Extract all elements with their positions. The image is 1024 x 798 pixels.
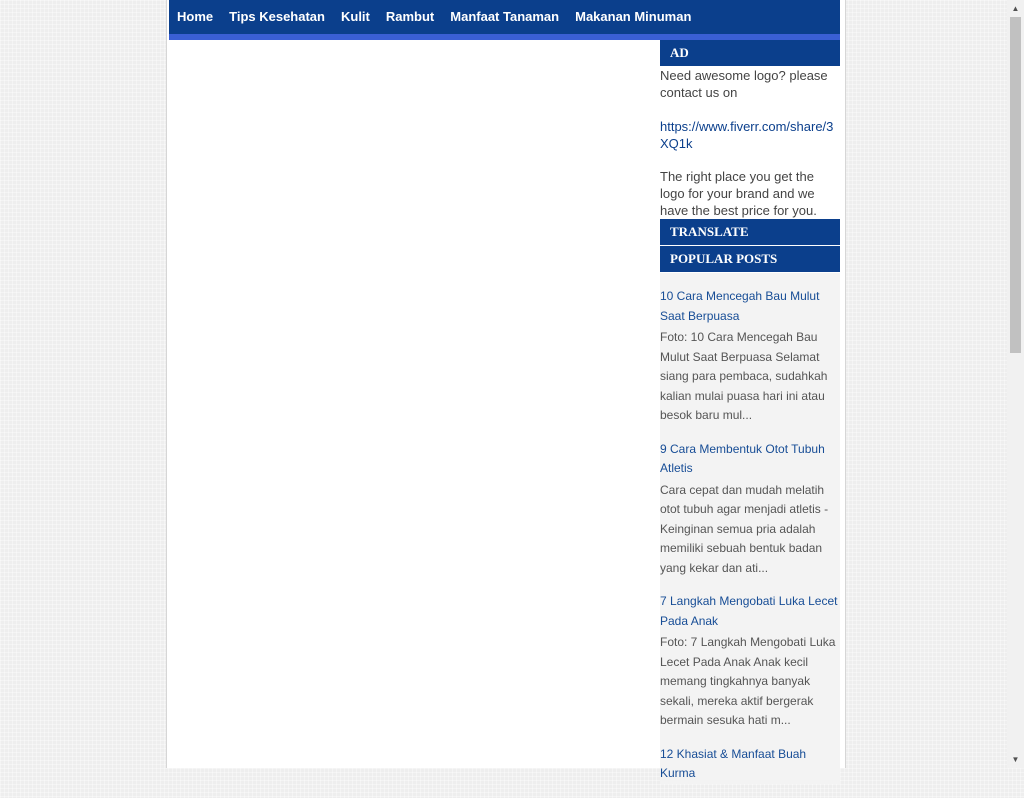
- nav-rambut[interactable]: Rambut: [385, 9, 435, 24]
- translate-widget-title: TRANSLATE: [660, 219, 840, 245]
- ad-widget-title: AD: [660, 40, 840, 66]
- sidebar: [660, 40, 840, 798]
- nav-manfaat-tanaman[interactable]: Manfaat Tanaman: [450, 9, 560, 24]
- top-navigation: [169, 0, 840, 34]
- popular-post-link[interactable]: 10 Cara Mencegah Bau Mulut Saat Berpuasa: [660, 289, 820, 323]
- scroll-up-arrow-icon[interactable]: ▲: [1011, 4, 1020, 13]
- popular-post-link[interactable]: 12 Khasiat & Manfaat Buah Kurma: [660, 746, 807, 780]
- nav-kulit[interactable]: Kulit: [340, 9, 370, 24]
- list-item: [660, 745, 840, 784]
- popular-post-snippet: Foto: 10 Cara Mencegah Bau Mulut Saat Berpuasa Selamat siang para pembaca, sudahkah kalian mulai puasa hari ini atau besok baru mul...: [660, 330, 828, 422]
- ad-fiverr-link[interactable]: https://www.fiverr.com/share/3XQ1k: [660, 119, 834, 151]
- list-item: [660, 287, 840, 426]
- popular-posts-list: [660, 273, 840, 784]
- popular-post-snippet: Foto: 7 Langkah Mengobati Luka Lecet Pada Anak Anak kecil memang tingkahnya banyak sekali, mereka aktif bergerak bermain sesuka hati m...: [660, 635, 836, 727]
- popular-post-link[interactable]: 9 Cara Membentuk Otot Tubuh Atletis: [660, 441, 825, 475]
- list-item: [660, 440, 840, 579]
- scroll-down-arrow-icon[interactable]: ▼: [1011, 755, 1020, 764]
- ad-outro-text: The right place you get the logo for your brand and we have the best price for you.: [660, 169, 817, 218]
- popular-post-snippet: Cara cepat dan mudah melatih otot tubuh agar menjadi atletis - Keinginan semua pria adalah memiliki sebuah bentuk badan yang kekar dan ati...: [660, 482, 829, 575]
- nav-tips-kesehatan[interactable]: Tips Kesehatan: [229, 9, 325, 24]
- list-item: [660, 592, 840, 731]
- popular-post-link[interactable]: 7 Langkah Mengobati Luka Lecet Pada Anak: [660, 594, 838, 628]
- ad-intro-text: Need awesome logo? please contact us on: [660, 68, 828, 100]
- nav-makanan-minuman[interactable]: Makanan Minuman: [575, 9, 692, 24]
- vertical-scrollbar[interactable]: [1007, 0, 1024, 768]
- ad-widget-content: [660, 67, 840, 219]
- nav-home[interactable]: Home: [177, 9, 214, 24]
- scrollbar-thumb[interactable]: [1010, 17, 1021, 353]
- popular-posts-title: POPULAR POSTS: [660, 246, 840, 272]
